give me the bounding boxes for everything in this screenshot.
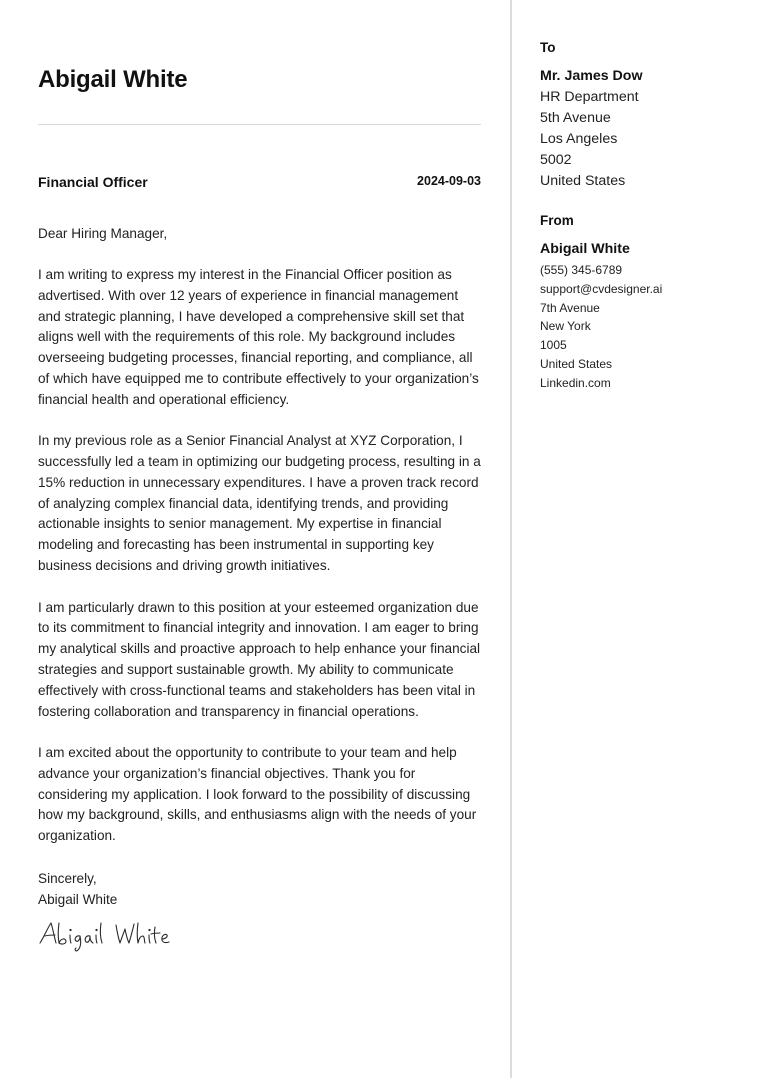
recipient-name: Mr. James Dow — [540, 68, 643, 84]
paragraph: In my previous role as a Senior Financial Analyst at XYZ Corporation, I successfully led a team in optimizing our budgeting process, resulting in a 15% reduction in unnecessary expenditures. I have a proven track record of analyzing complex financial data, identifying trends, and providing actionable insights to senior management. My expertise in financial modeling and forecasting has been instrumental in supporting key business decisions and driving growth initiatives. — [38, 433, 481, 574]
recipient-zip: 5002 — [540, 152, 572, 168]
from-name: Abigail White — [540, 241, 630, 257]
letter-body — [38, 265, 483, 868]
to-heading: To — [540, 40, 556, 55]
handwritten-signature — [38, 917, 238, 953]
sender-linkedin: Linkedin.com — [540, 375, 611, 390]
recipient-street: 5th Avenue — [540, 110, 611, 126]
job-title: Financial Officer — [38, 174, 148, 190]
sender-contact — [540, 261, 662, 393]
greeting: Dear Hiring Manager, — [38, 226, 168, 241]
closing — [38, 869, 117, 911]
recipient-country: United States — [540, 173, 626, 189]
recipient-department: HR Department — [540, 89, 639, 105]
paragraph: I am excited about the opportunity to contribute to your team and help advance your organization’s financial objectives. Thank you for considering my application. I look forward to the possibility of discussing how my background, skills, and enthusiasms align with the needs of your organization. — [38, 745, 477, 844]
header-divider — [38, 124, 481, 125]
recipient-city: Los Angeles — [540, 131, 618, 147]
sender-name: Abigail White — [38, 66, 188, 93]
column-divider — [510, 0, 512, 1078]
sender-city: New York — [540, 319, 591, 334]
paragraph: I am particularly drawn to this position at your esteemed organization due to its commitment to financial integrity and innovation. I am eager to bring my analytical skills and proactive approach to help enhance your financial strategies and support sustainable growth. My ability to communicate effectively with cross-functional teams and stakeholders has been vital in fostering collaboration and transparency in financial operations. — [38, 599, 481, 719]
closing-phrase: Sincerely, — [38, 871, 97, 886]
recipient-address — [540, 66, 643, 192]
sender-zip: 1005 — [540, 338, 567, 353]
sender-country: United States — [540, 356, 613, 371]
from-heading: From — [540, 213, 574, 228]
sender-street: 7th Avenue — [540, 300, 600, 315]
closing-name: Abigail White — [38, 891, 118, 907]
sender-phone: (555) 345-6789 — [540, 263, 623, 277]
sender-email: support@cvdesigner.ai — [540, 281, 663, 296]
paragraph: I am writing to express my interest in the Financial Officer position as advertised. With over 12 years of experience in financial management and strategic planning, I have developed a comprehensive skill set that aligns well with the requirements of this role. My background includes overseeing budgeting processes, financial reporting, and compliance, all of which have equipped me to contribute effectively to your organization’s financial health and operational efficiency. — [38, 267, 479, 407]
letter-date: 2024-09-03 — [417, 174, 481, 188]
